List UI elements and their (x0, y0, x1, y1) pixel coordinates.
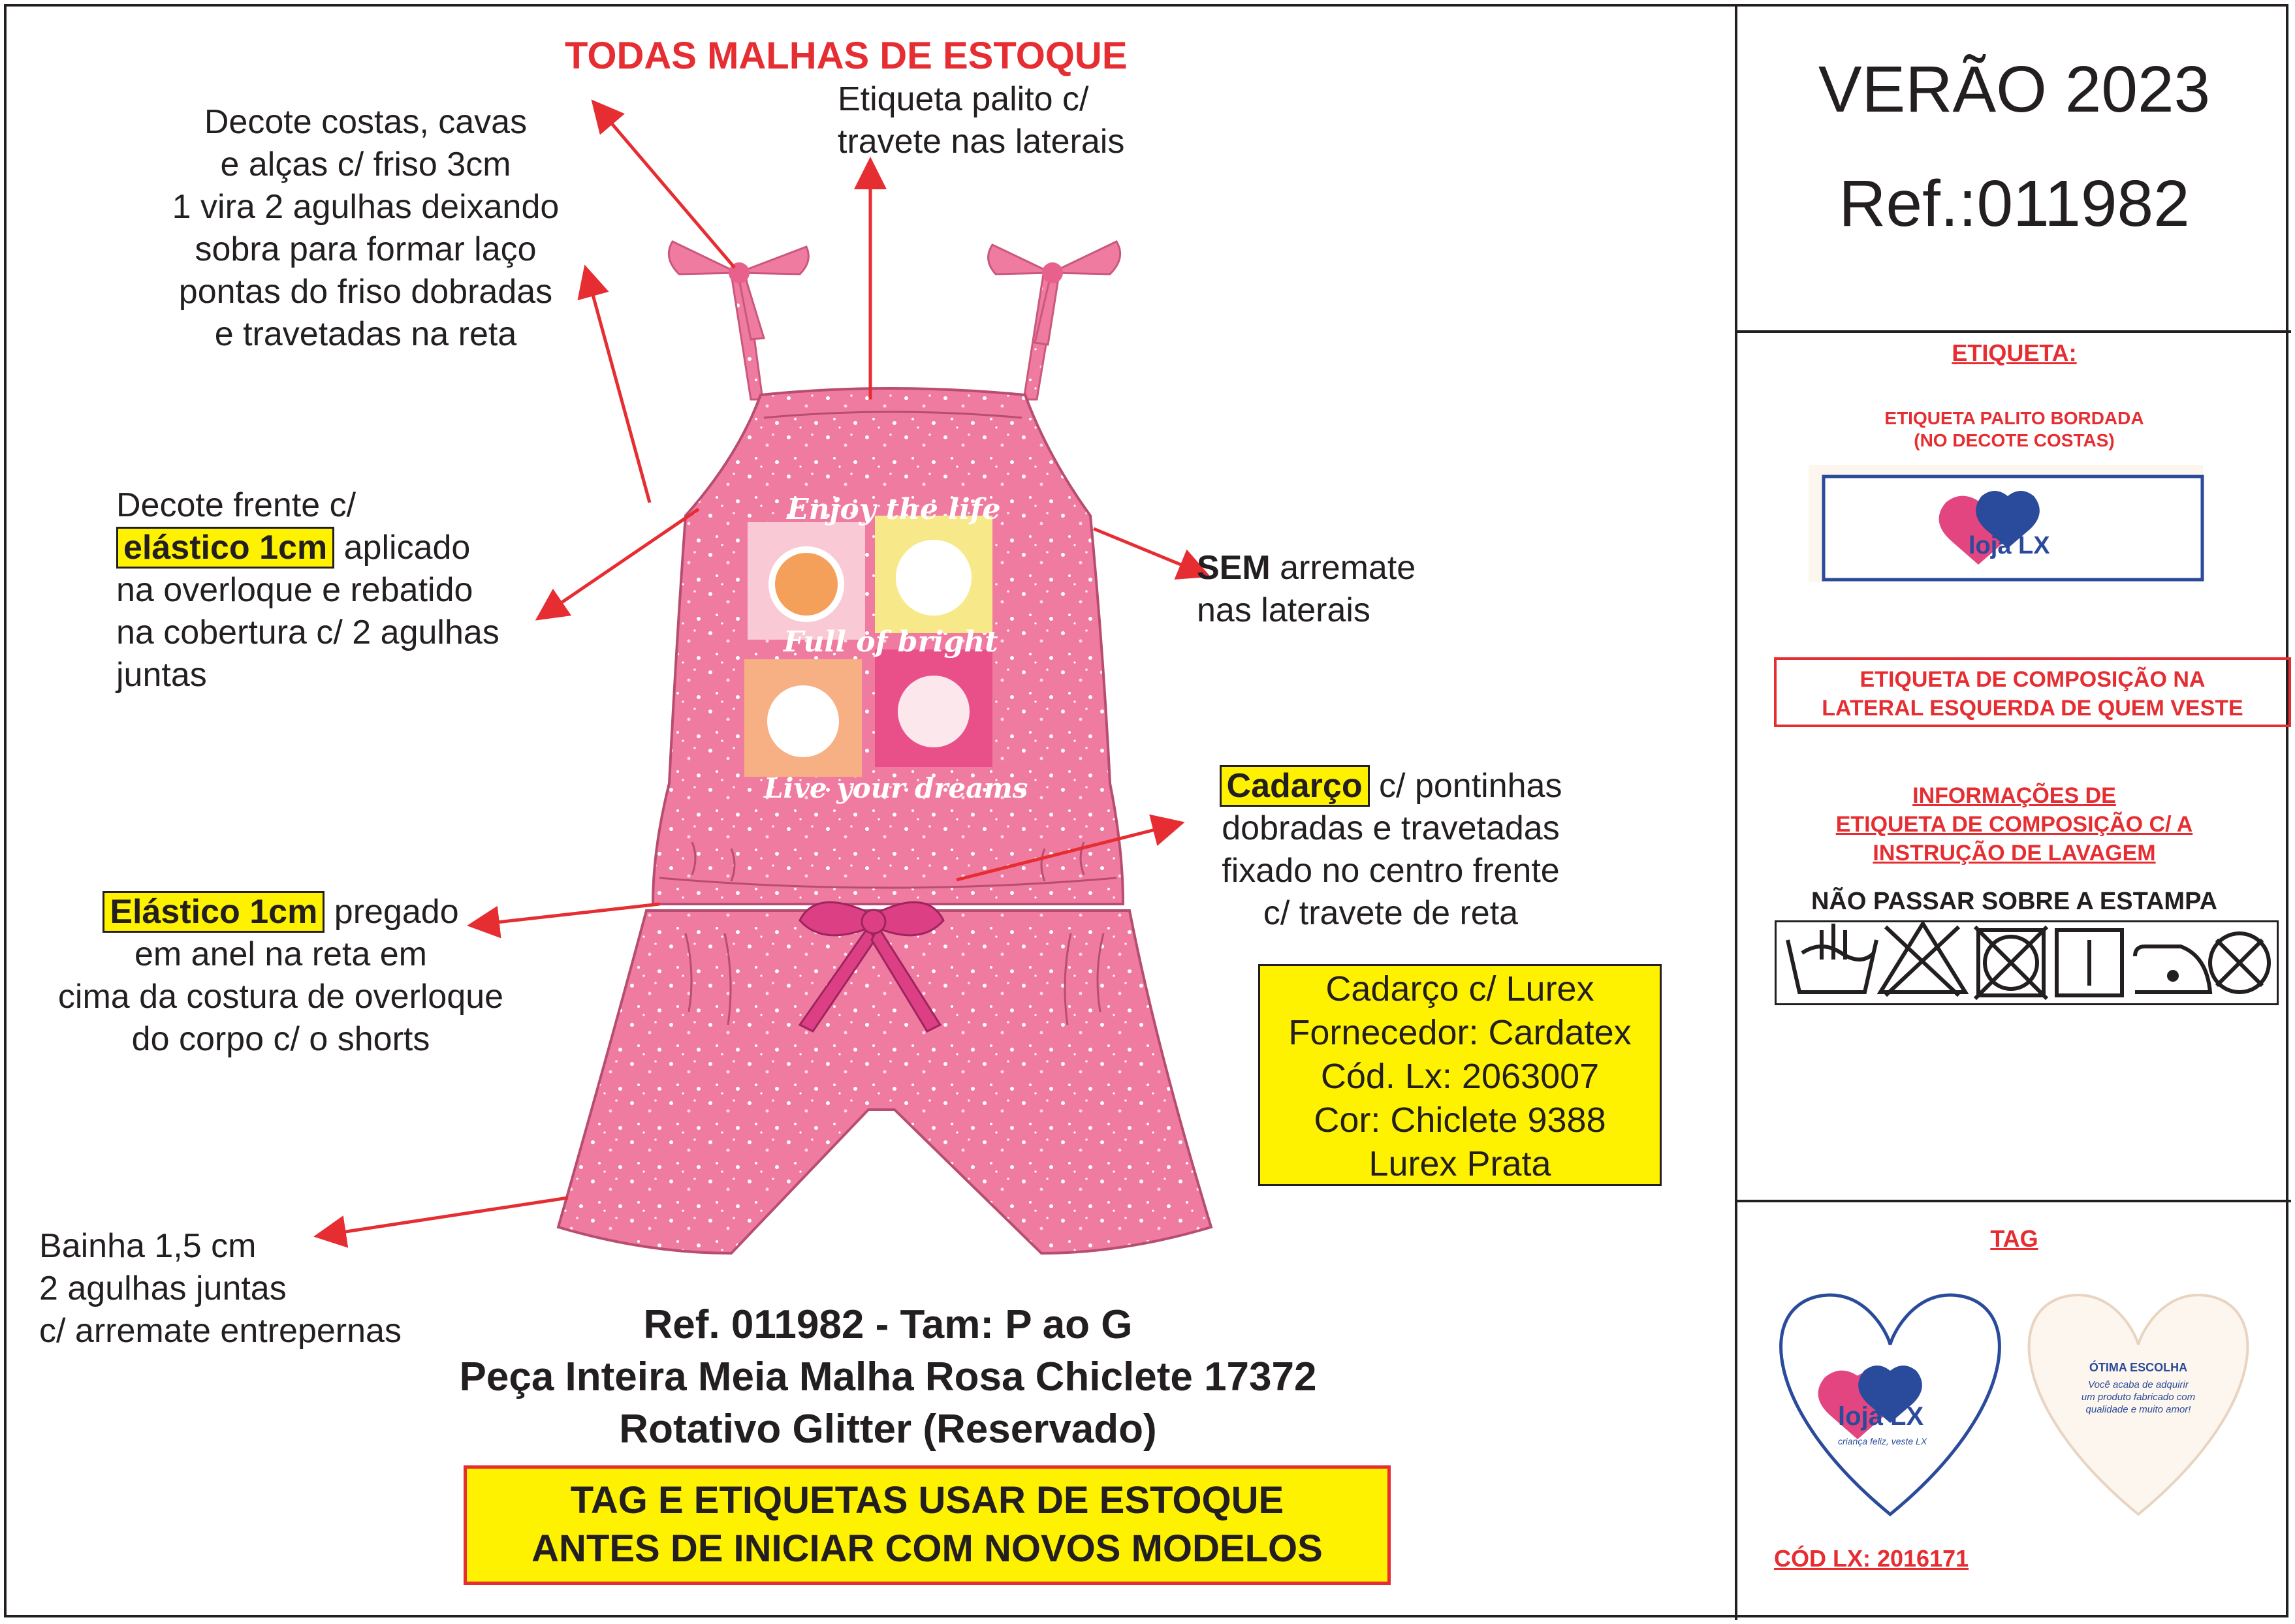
note-sides: SEM arremate nas laterais (1197, 549, 1416, 629)
care-symbols-box (1775, 920, 2279, 1005)
label-description: ETIQUETA PALITO BORDADA (NO DECOTE COSTAS) (1884, 408, 2144, 450)
print-text-full: Full of bright (783, 625, 998, 659)
note-neck-back: Decote costas, cavas e alças c/ friso 3cm 1 vira 2 agulhas deixando sobra para formar laço pontas do friso dobradas e travetadas na reta (172, 103, 560, 353)
garment-straps (731, 274, 1058, 399)
tag-heading: TAG (1990, 1225, 2038, 1252)
note-label-stick: Etiqueta palito c/ travete nas laterais (838, 80, 1125, 161)
note-neck-front: Decote frente c/ elástico 1cm aplicado na overloque e rebatido na cobertura c/ 2 agulhas juntas (116, 486, 499, 694)
highlight-cadarco: Cadarço (1220, 765, 1370, 807)
tag-back-text: Você acaba de adquirir um produto fabricado com qualidade e muito amor! (2081, 1379, 2196, 1415)
highlight-elastico-1cm: Elástico 1cm (103, 891, 324, 933)
brand-logo-text: loja LX (1969, 532, 2050, 559)
ref-size: Ref. 011982 - Tam: P ao G (643, 1302, 1133, 1347)
label-heading: ETIQUETA: (1952, 339, 2077, 366)
tag-back-title: ÓTIMA ESCOLHA (2089, 1361, 2188, 1374)
tag-logo-text: loja LX (1838, 1402, 1924, 1431)
strap-bow-right (989, 242, 1120, 345)
reference-title: Ref.:011982 (1839, 167, 2190, 240)
tag-slogan: criança feliz, veste LX (1838, 1436, 1927, 1446)
note-elastic: Elástico 1cm pregado em anel na reta em cima da costura de overloque do corpo c/ o shorts (26, 891, 535, 1061)
note-hem: Bainha 1,5 cm 2 agulhas juntas c/ arremate entrepernas (39, 1227, 402, 1350)
ref-print: Rotativo Glitter (Reservado) (619, 1407, 1157, 1452)
highlight-elastic-1cm: elástico 1cm (116, 527, 334, 569)
composition-info: INFORMAÇÕES DE ETIQUETA DE COMPOSIÇÃO C/ A INSTRUÇÃO DE LAVAGEM (1835, 783, 2193, 866)
tag-code: CÓD LX: 2016171 (1774, 1545, 1969, 1572)
print-text-enjoy: Enjoy the life (787, 493, 1001, 526)
reference-block (366, 1299, 1410, 1456)
top-title: TODAS MALHAS DE ESTOQUE (565, 35, 1128, 77)
stock-notice-box: TAG E ETIQUETAS USAR DE ESTOQUE ANTES DE INICIAR COM NOVOS MODELOS (464, 1465, 1391, 1585)
composition-label-box: ETIQUETA DE COMPOSIÇÃO NA LATERAL ESQUERDA DE QUEM VESTE (1774, 657, 2291, 727)
no-iron-warning: NÃO PASSAR SOBRE A ESTAMPA (1811, 888, 2218, 915)
cord-supplier-box: Cadarço c/ Lurex Fornecedor: Cardatex Cód. Lx: 2063007 Cor: Chiclete 9388 Lurex Prata (1258, 964, 1662, 1186)
ref-fabric: Peça Inteira Meia Malha Rosa Chiclete 17372 (459, 1354, 1317, 1399)
print-text-live: Live your dreams (764, 772, 1028, 804)
note-cord: Cadarço c/ pontinhas dobradas e travetadas fixado no centro frente c/ travete de reta (1195, 765, 1587, 935)
season-title: VERÃO 2023 (1818, 53, 2211, 126)
brand-label (1809, 465, 2203, 582)
